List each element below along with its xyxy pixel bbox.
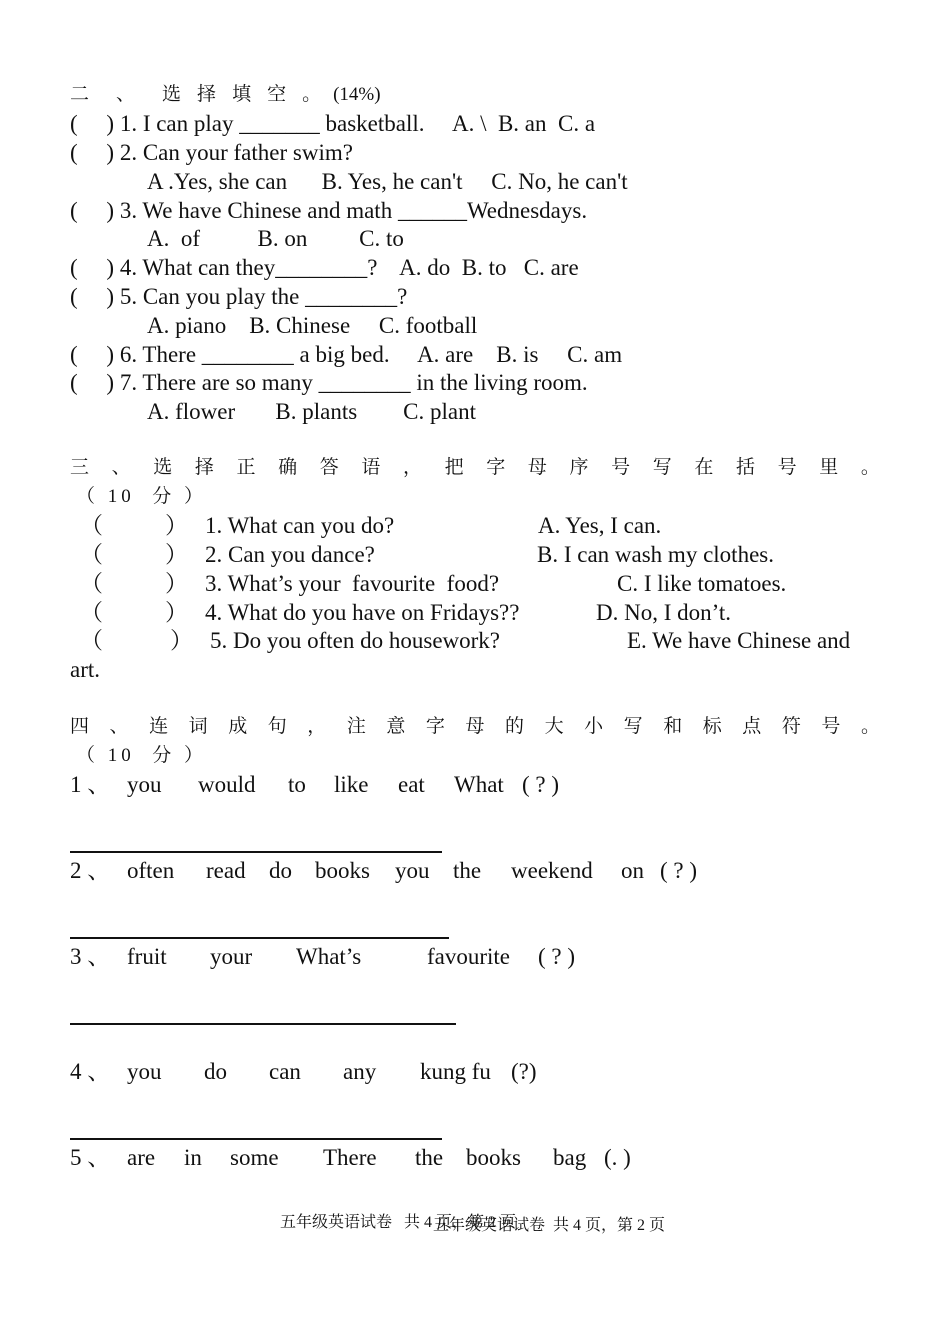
section3-title-char: 括	[736, 457, 756, 478]
section2-title-char: 、	[116, 84, 136, 105]
item-word: bag	[553, 1145, 587, 1170]
section4-score: （ 10 分 ）	[76, 745, 208, 766]
answer-bracket-left: （	[80, 571, 103, 596]
section4-title-char: 词	[188, 716, 208, 737]
section2-line: ( ) 6. There ________ a big bed. A. are B. is C. am	[70, 342, 623, 367]
section2-title-char: 。	[302, 84, 322, 105]
section3-title-char: 语	[361, 457, 381, 478]
section2-line: ( ) 5. Can you play the ________?	[70, 284, 408, 309]
section4-title-char: 字	[425, 716, 445, 737]
section4-title-char: 点	[742, 716, 762, 737]
item-number: 5 、	[70, 1145, 111, 1170]
section2-title-char: 空	[267, 84, 287, 105]
answer-bracket-right: ）	[165, 542, 188, 567]
item-number: 2 、	[70, 858, 111, 883]
section3-question: 2. Can you dance?	[205, 542, 375, 567]
section2-score: (14%)	[333, 84, 381, 105]
item-word: are	[127, 1145, 156, 1170]
item-word: books	[466, 1145, 521, 1170]
section3-title-char: 写	[652, 457, 672, 478]
section2-line: ( ) 3. We have Chinese and math ______Wednesdays.	[70, 198, 588, 223]
item-word: (?)	[511, 1059, 537, 1084]
section3-question: 1. What can you do?	[205, 513, 395, 538]
section3-heading	[70, 453, 880, 482]
section3-title-char: 号	[777, 457, 797, 478]
item-word: (. )	[604, 1145, 631, 1170]
section4-title-char: 注	[346, 716, 366, 737]
section2-title-char: 二	[70, 84, 90, 105]
answer-bracket-left: （	[80, 513, 103, 538]
section3-title-char: 号	[611, 457, 631, 478]
section3-answer: E. We have Chinese and	[627, 628, 851, 653]
answer-line	[70, 1023, 456, 1025]
item-word: often	[127, 858, 175, 883]
section4-title-char: 标	[702, 716, 722, 737]
section2-title-char: 择	[197, 84, 217, 105]
answer-bracket-right: ）	[165, 571, 188, 596]
section4-title-char: 号	[821, 716, 841, 737]
item-word: some	[230, 1145, 279, 1170]
section4-title-char: 。	[860, 716, 880, 737]
section3-answer-wrap: art.	[70, 657, 101, 682]
section4-title-char: 句	[267, 716, 287, 737]
section3-title-char: 在	[694, 457, 714, 478]
section4-title-char: 符	[781, 716, 801, 737]
item-word: ( ? )	[660, 858, 698, 883]
section2-line: ( ) 4. What can they________? A. do B. to C. are	[70, 255, 579, 280]
section3-title-char: 正	[236, 457, 256, 478]
item-number: 1 、	[70, 772, 111, 797]
section3-answer: C. I like tomatoes.	[617, 571, 787, 596]
section3-title-char: 序	[569, 457, 589, 478]
section2-options: A. piano B. Chinese C. football	[147, 313, 478, 338]
section4-title-char: 、	[109, 716, 129, 737]
section3-title-char: 。	[860, 457, 880, 478]
item-number: 3 、	[70, 944, 111, 969]
section3-answer: D. No, I don’t.	[596, 600, 732, 625]
item-word: kung fu	[420, 1059, 491, 1084]
section3-score: （ 10 分 ）	[76, 486, 208, 507]
section4-title-char: 的	[505, 716, 525, 737]
answer-line	[70, 1138, 442, 1140]
item-word: do	[204, 1059, 227, 1084]
section2-options: A. flower B. plants C. plant	[147, 399, 476, 424]
answer-bracket-left: （	[80, 542, 103, 567]
item-word: favourite	[427, 944, 511, 969]
section3-question: 4. What do you have on Fridays??	[205, 600, 520, 625]
item-word: do	[269, 858, 292, 883]
section3-answer: A. Yes, I can.	[538, 513, 662, 538]
section4-heading	[70, 712, 880, 741]
answer-line	[70, 851, 442, 853]
section4-title-char: ，	[307, 716, 327, 737]
section4-title-char: 写	[623, 716, 643, 737]
section3-title-char: 、	[111, 457, 131, 478]
section3-title-char: 把	[444, 457, 464, 478]
section4-title-char: 意	[386, 716, 406, 737]
section2-title-char: 填	[232, 84, 252, 105]
section3-title-char: ，	[403, 457, 423, 478]
section2-options: A .Yes, she can B. Yes, he can't C. No, he can't	[147, 169, 628, 194]
section3-title-char: 母	[527, 457, 547, 478]
item-word: weekend	[511, 858, 593, 883]
item-word: you	[127, 1059, 162, 1084]
section3-title-char: 择	[194, 457, 214, 478]
section4-title-char: 连	[149, 716, 169, 737]
answer-line	[70, 937, 449, 939]
section2-heading	[70, 80, 400, 109]
section3-title-char: 里	[819, 457, 839, 478]
section2-title-char: 选	[162, 84, 182, 105]
item-word: ( ? )	[538, 944, 576, 969]
section4-title-char: 大	[544, 716, 564, 737]
section3-title-char: 选	[153, 457, 173, 478]
item-word: in	[184, 1145, 202, 1170]
section3-answer: B. I can wash my clothes.	[537, 542, 774, 567]
section4-title-char: 四	[70, 716, 90, 737]
section2-line: ( ) 1. I can play _______ basketball. A. \ B. an C. a	[70, 111, 596, 136]
section4-title-char: 和	[663, 716, 683, 737]
section3-question: 3. What’s your favourite food?	[205, 571, 500, 596]
item-word: eat	[398, 772, 425, 797]
section4-title-char: 成	[228, 716, 248, 737]
section3-title-char: 确	[278, 457, 298, 478]
section3-question: 5. Do you often do housework?	[210, 628, 501, 653]
item-word: the	[453, 858, 482, 883]
section2-line: ( ) 2. Can your father swim?	[70, 140, 353, 165]
item-word: the	[415, 1145, 444, 1170]
item-word: you	[127, 772, 162, 797]
item-word: any	[343, 1059, 377, 1084]
item-word: to	[288, 772, 306, 797]
item-word: read	[206, 858, 246, 883]
section3-title-char: 字	[486, 457, 506, 478]
item-word: like	[334, 772, 369, 797]
item-word: your	[210, 944, 253, 969]
section3-title-char: 三	[70, 457, 90, 478]
item-word: books	[315, 858, 370, 883]
answer-bracket-right: ）	[165, 600, 188, 625]
item-word: can	[269, 1059, 301, 1084]
item-word: you	[395, 858, 430, 883]
answer-bracket-left: （	[80, 600, 103, 625]
answer-bracket-left: （	[80, 628, 103, 653]
page-footer-overlap: 五年级英语试卷 共 4 页，第 2 页	[433, 1217, 666, 1234]
answer-bracket-right: ）	[170, 628, 193, 653]
item-word: fruit	[127, 944, 167, 969]
item-word: What’s	[296, 944, 362, 969]
item-word: What	[454, 772, 504, 797]
page-footer: 五年级英语试卷 共 4 页，第 2 页	[280, 1214, 517, 1231]
item-word: would	[198, 772, 256, 797]
section3-title-char: 答	[319, 457, 339, 478]
item-word: ( ? )	[522, 772, 560, 797]
item-word: There	[323, 1145, 377, 1170]
section2-options: A. of B. on C. to	[147, 226, 404, 251]
section4-title-char: 小	[584, 716, 604, 737]
section4-title-char: 母	[465, 716, 485, 737]
item-number: 4 、	[70, 1059, 111, 1084]
section2-line: ( ) 7. There are so many ________ in the living room.	[70, 370, 588, 395]
item-word: on	[621, 858, 644, 883]
answer-bracket-right: ）	[165, 513, 188, 538]
